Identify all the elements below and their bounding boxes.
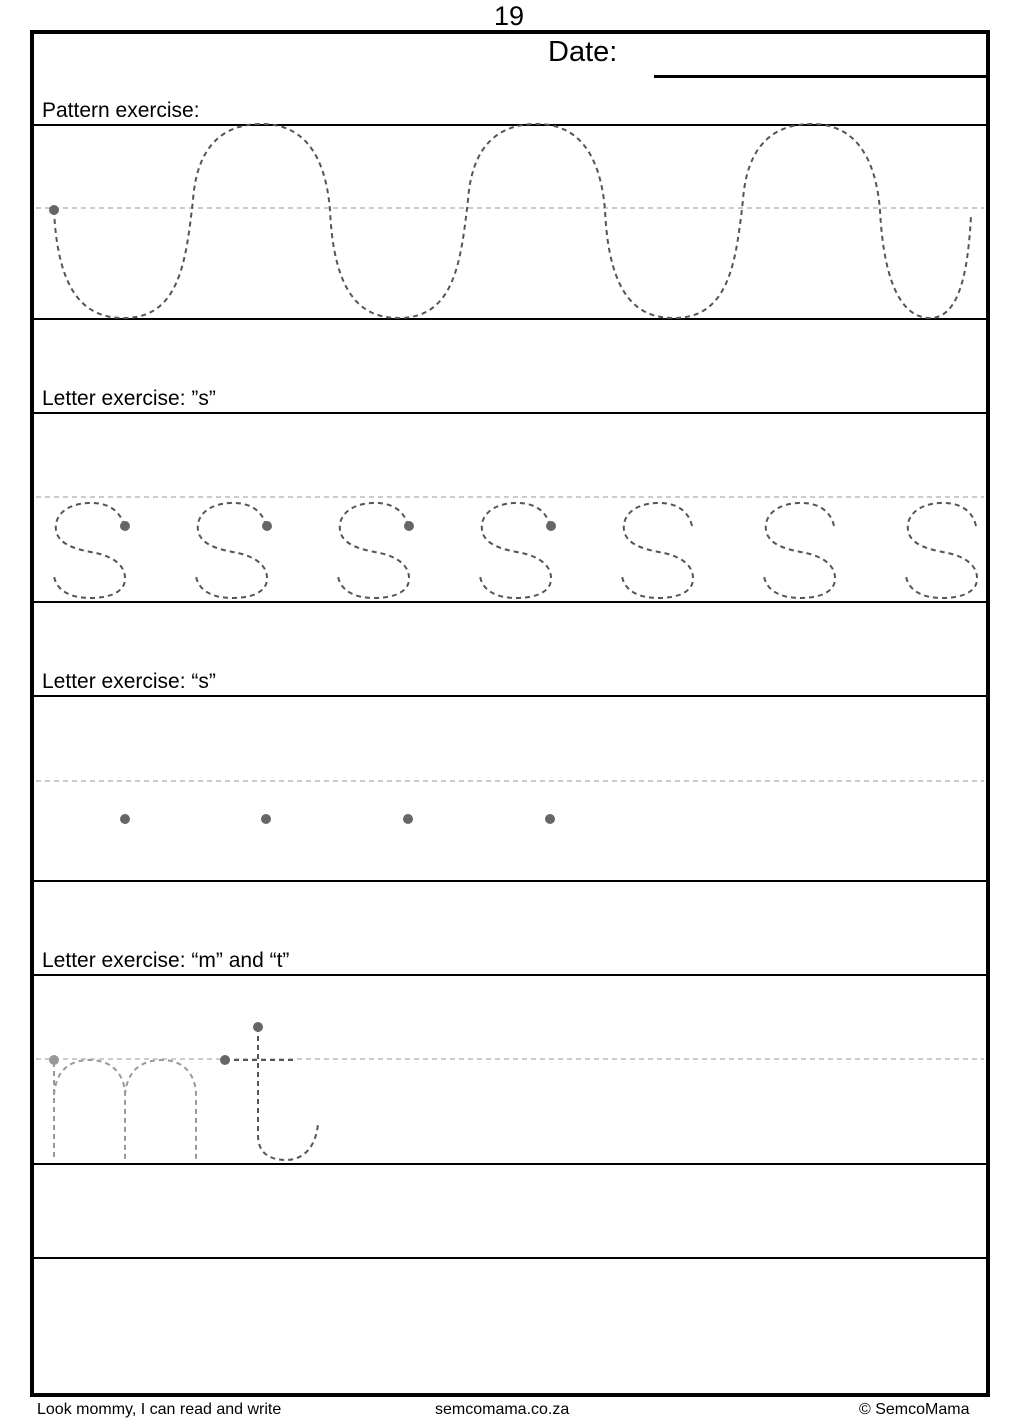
letter-s-trace: [54, 503, 125, 598]
letter-t-trace: [225, 1027, 318, 1160]
start-dot: [546, 521, 556, 531]
footer-tagline: Look mommy, I can read and write: [37, 1401, 282, 1418]
footer-copyright: © SemcoMama: [859, 1401, 970, 1418]
start-dot: [49, 205, 59, 215]
footer-website: semcomama.co.za: [435, 1401, 570, 1418]
start-dot: [261, 814, 271, 824]
letter-s-trace: [480, 503, 551, 598]
start-dot: [545, 814, 555, 824]
start-dot: [404, 521, 414, 531]
start-dot: [220, 1055, 230, 1065]
start-dot: [120, 521, 130, 531]
start-dot: [253, 1022, 263, 1032]
date-label: Date:: [548, 36, 618, 68]
pattern-exercise-label: Pattern exercise:: [42, 99, 200, 122]
letter-s-exercise-label: Letter exercise: ”s”: [42, 387, 216, 410]
start-dot: [120, 814, 130, 824]
letter-s-trace: [764, 503, 835, 598]
letter-s-trace: [906, 503, 977, 598]
start-dot: [403, 814, 413, 824]
letter-m-t-exercise-label: Letter exercise: “m” and “t”: [42, 949, 290, 972]
letter-s-trace: [338, 503, 409, 598]
start-dot: [262, 521, 272, 531]
start-dot: [49, 1055, 59, 1065]
letter-s-trace: [196, 503, 267, 598]
letter-s-practice-label: Letter exercise: “s”: [42, 670, 216, 693]
letter-s-trace: [622, 503, 693, 598]
pattern-wave-trace: [54, 124, 971, 318]
letter-m-trace: [54, 1060, 196, 1160]
page-number: 19: [493, 1, 525, 31]
